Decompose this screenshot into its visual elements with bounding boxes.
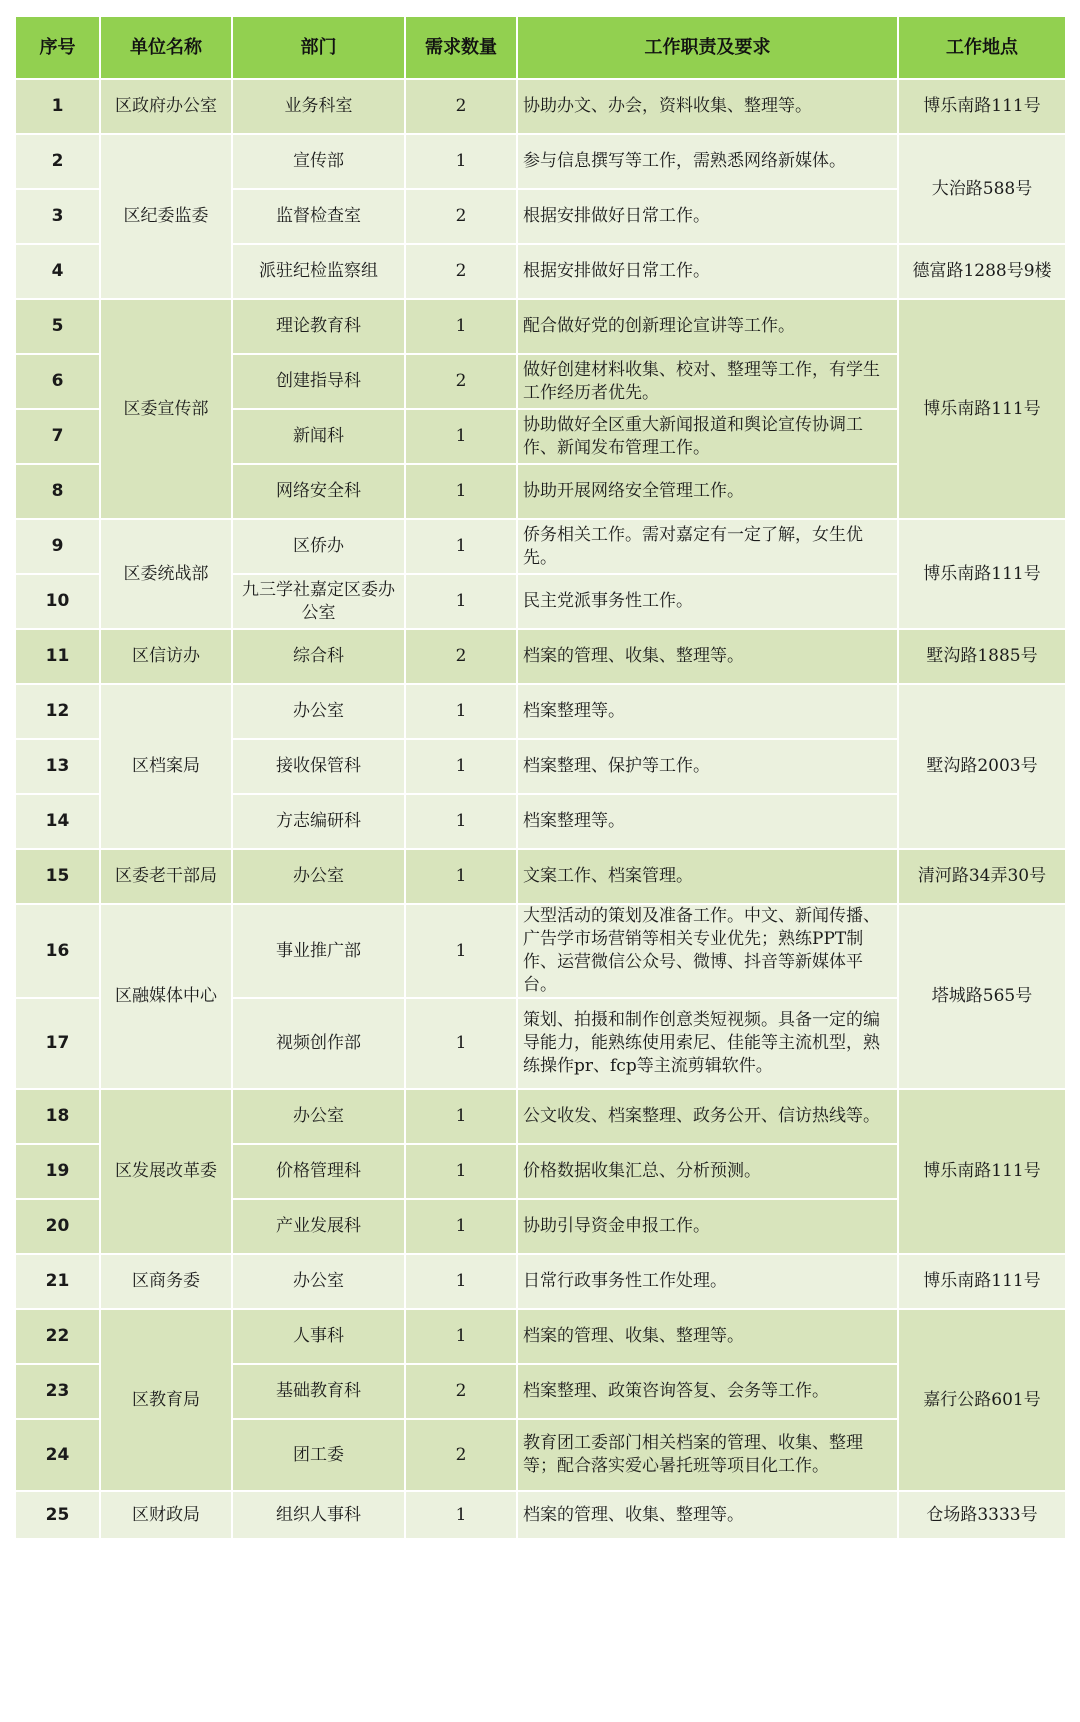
department-cell: 综合科 [232,629,405,684]
serial-no-cell: 1 [15,79,100,134]
duties-cell: 日常行政事务性工作处理。 [517,1254,898,1309]
table-row [15,849,1066,904]
duties-cell: 文案工作、档案管理。 [517,849,898,904]
department-cell: 组织人事科 [232,1491,405,1539]
table-row [15,79,1066,134]
unit-name-cell: 区商务委 [100,1254,232,1309]
location-cell: 博乐南路111号 [898,79,1066,134]
location-cell: 大治路588号 [898,134,1066,244]
demand-count-cell: 1 [405,409,517,464]
unit-name-cell: 区发展改革委 [100,1089,232,1254]
location-cell: 清河路34弄30号 [898,849,1066,904]
unit-name-cell: 区档案局 [100,684,232,849]
serial-no-cell: 15 [15,849,100,904]
demand-count-cell: 1 [405,1491,517,1539]
table-row [15,299,1066,354]
duties-cell: 公文收发、档案整理、政务公开、信访热线等。 [517,1089,898,1144]
header-row [15,16,1066,79]
demand-count-cell: 2 [405,1364,517,1419]
location-cell: 博乐南路111号 [898,1254,1066,1309]
department-cell: 办公室 [232,849,405,904]
serial-no-cell: 24 [15,1419,100,1491]
duties-cell: 根据安排做好日常工作。 [517,189,898,244]
location-cell: 德富路1288号9楼 [898,244,1066,299]
demand-count-cell: 1 [405,299,517,354]
department-cell: 事业推广部 [232,904,405,998]
location-cell: 仓场路3333号 [898,1491,1066,1539]
table-row [15,519,1066,574]
header-duties: 工作职责及要求 [517,16,898,79]
department-cell: 理论教育科 [232,299,405,354]
demand-count-cell: 1 [405,134,517,189]
duties-cell: 做好创建材料收集、校对、整理等工作，有学生工作经历者优先。 [517,354,898,409]
duties-cell: 协助做好全区重大新闻报道和舆论宣传协调工作、新闻发布管理工作。 [517,409,898,464]
serial-no-cell: 21 [15,1254,100,1309]
unit-name-cell: 区委老干部局 [100,849,232,904]
serial-no-cell: 20 [15,1199,100,1254]
duties-cell: 价格数据收集汇总、分析预测。 [517,1144,898,1199]
department-cell: 监督检查室 [232,189,405,244]
department-cell: 派驻纪检监察组 [232,244,405,299]
demand-count-cell: 1 [405,519,517,574]
unit-name-cell: 区信访办 [100,629,232,684]
location-cell: 博乐南路111号 [898,519,1066,629]
header-demand-count: 需求数量 [405,16,517,79]
serial-no-cell: 12 [15,684,100,739]
serial-no-cell: 25 [15,1491,100,1539]
serial-no-cell: 19 [15,1144,100,1199]
demand-count-cell: 1 [405,1199,517,1254]
unit-name-cell: 区财政局 [100,1491,232,1539]
department-cell: 方志编研科 [232,794,405,849]
table-row [15,1089,1066,1144]
department-cell: 业务科室 [232,79,405,134]
duties-cell: 档案整理等。 [517,684,898,739]
duties-cell: 参与信息撰写等工作，需熟悉网络新媒体。 [517,134,898,189]
department-cell: 新闻科 [232,409,405,464]
header-department: 部门 [232,16,405,79]
demand-count-cell: 1 [405,739,517,794]
duties-cell: 民主党派事务性工作。 [517,574,898,629]
header-unit-name: 单位名称 [100,16,232,79]
department-cell: 区侨办 [232,519,405,574]
demand-count-cell: 1 [405,794,517,849]
serial-no-cell: 2 [15,134,100,189]
department-cell: 创建指导科 [232,354,405,409]
location-cell: 嘉行公路601号 [898,1309,1066,1491]
duties-cell: 协助办文、办会，资料收集、整理等。 [517,79,898,134]
serial-no-cell: 22 [15,1309,100,1364]
duties-cell: 协助开展网络安全管理工作。 [517,464,898,519]
table-row [15,134,1066,189]
header-location: 工作地点 [898,16,1066,79]
demand-count-cell: 2 [405,244,517,299]
location-cell: 墅沟路2003号 [898,684,1066,849]
table-row [15,1491,1066,1539]
duties-cell: 档案整理、保护等工作。 [517,739,898,794]
department-cell: 基础教育科 [232,1364,405,1419]
serial-no-cell: 10 [15,574,100,629]
location-cell: 塔城路565号 [898,904,1066,1089]
serial-no-cell: 3 [15,189,100,244]
demand-count-cell: 2 [405,79,517,134]
unit-name-cell: 区教育局 [100,1309,232,1491]
serial-no-cell: 17 [15,998,100,1089]
department-cell: 价格管理科 [232,1144,405,1199]
department-cell: 网络安全科 [232,464,405,519]
duties-cell: 侨务相关工作。需对嘉定有一定了解，女生优先。 [517,519,898,574]
serial-no-cell: 23 [15,1364,100,1419]
duties-cell: 档案的管理、收集、整理等。 [517,1491,898,1539]
department-cell: 办公室 [232,1089,405,1144]
duties-cell: 配合做好党的创新理论宣讲等工作。 [517,299,898,354]
location-cell: 博乐南路111号 [898,1089,1066,1254]
department-cell: 人事科 [232,1309,405,1364]
duties-cell: 协助引导资金申报工作。 [517,1199,898,1254]
table-row [15,629,1066,684]
demand-count-cell: 1 [405,849,517,904]
location-cell: 墅沟路1885号 [898,629,1066,684]
duties-cell: 档案整理等。 [517,794,898,849]
department-cell: 办公室 [232,684,405,739]
department-cell: 办公室 [232,1254,405,1309]
serial-no-cell: 6 [15,354,100,409]
serial-no-cell: 4 [15,244,100,299]
demand-count-cell: 1 [405,1254,517,1309]
table-row [15,1254,1066,1309]
department-cell: 视频创作部 [232,998,405,1089]
demand-count-cell: 1 [405,1309,517,1364]
demand-count-cell: 2 [405,629,517,684]
department-cell: 接收保管科 [232,739,405,794]
serial-no-cell: 9 [15,519,100,574]
demand-count-cell: 1 [405,464,517,519]
demand-count-cell: 1 [405,1144,517,1199]
department-cell: 团工委 [232,1419,405,1491]
unit-name-cell: 区政府办公室 [100,79,232,134]
unit-name-cell: 区委宣传部 [100,299,232,519]
demand-count-cell: 2 [405,354,517,409]
duties-cell: 根据安排做好日常工作。 [517,244,898,299]
table-row [15,904,1066,998]
demand-count-cell: 1 [405,998,517,1089]
location-cell: 博乐南路111号 [898,299,1066,519]
serial-no-cell: 7 [15,409,100,464]
serial-no-cell: 14 [15,794,100,849]
positions-table [14,15,1067,1540]
department-cell: 九三学社嘉定区委办公室 [232,574,405,629]
duties-cell: 档案的管理、收集、整理等。 [517,629,898,684]
demand-count-cell: 1 [405,684,517,739]
duties-cell: 策划、拍摄和制作创意类短视频。具备一定的编导能力，能熟练使用索尼、佳能等主流机型，熟练操作pr、fcp等主流剪辑软件。 [517,998,898,1089]
demand-count-cell: 1 [405,904,517,998]
unit-name-cell: 区纪委监委 [100,134,232,299]
table-row [15,684,1066,739]
department-cell: 产业发展科 [232,1199,405,1254]
unit-name-cell: 区融媒体中心 [100,904,232,1089]
serial-no-cell: 13 [15,739,100,794]
unit-name-cell: 区委统战部 [100,519,232,629]
department-cell: 宣传部 [232,134,405,189]
header-serial-no: 序号 [15,16,100,79]
serial-no-cell: 18 [15,1089,100,1144]
serial-no-cell: 8 [15,464,100,519]
demand-count-cell: 2 [405,1419,517,1491]
duties-cell: 教育团工委部门相关档案的管理、收集、整理等；配合落实爱心暑托班等项目化工作。 [517,1419,898,1491]
serial-no-cell: 11 [15,629,100,684]
demand-count-cell: 1 [405,1089,517,1144]
serial-no-cell: 5 [15,299,100,354]
serial-no-cell: 16 [15,904,100,998]
duties-cell: 档案的管理、收集、整理等。 [517,1309,898,1364]
table-row [15,1309,1066,1364]
duties-cell: 大型活动的策划及准备工作。中文、新闻传播、广告学市场营销等相关专业优先；熟练PPT制作、运营微信公众号、微博、抖音等新媒体平台。 [517,904,898,998]
demand-count-cell: 2 [405,189,517,244]
demand-count-cell: 1 [405,574,517,629]
duties-cell: 档案整理、政策咨询答复、会务等工作。 [517,1364,898,1419]
